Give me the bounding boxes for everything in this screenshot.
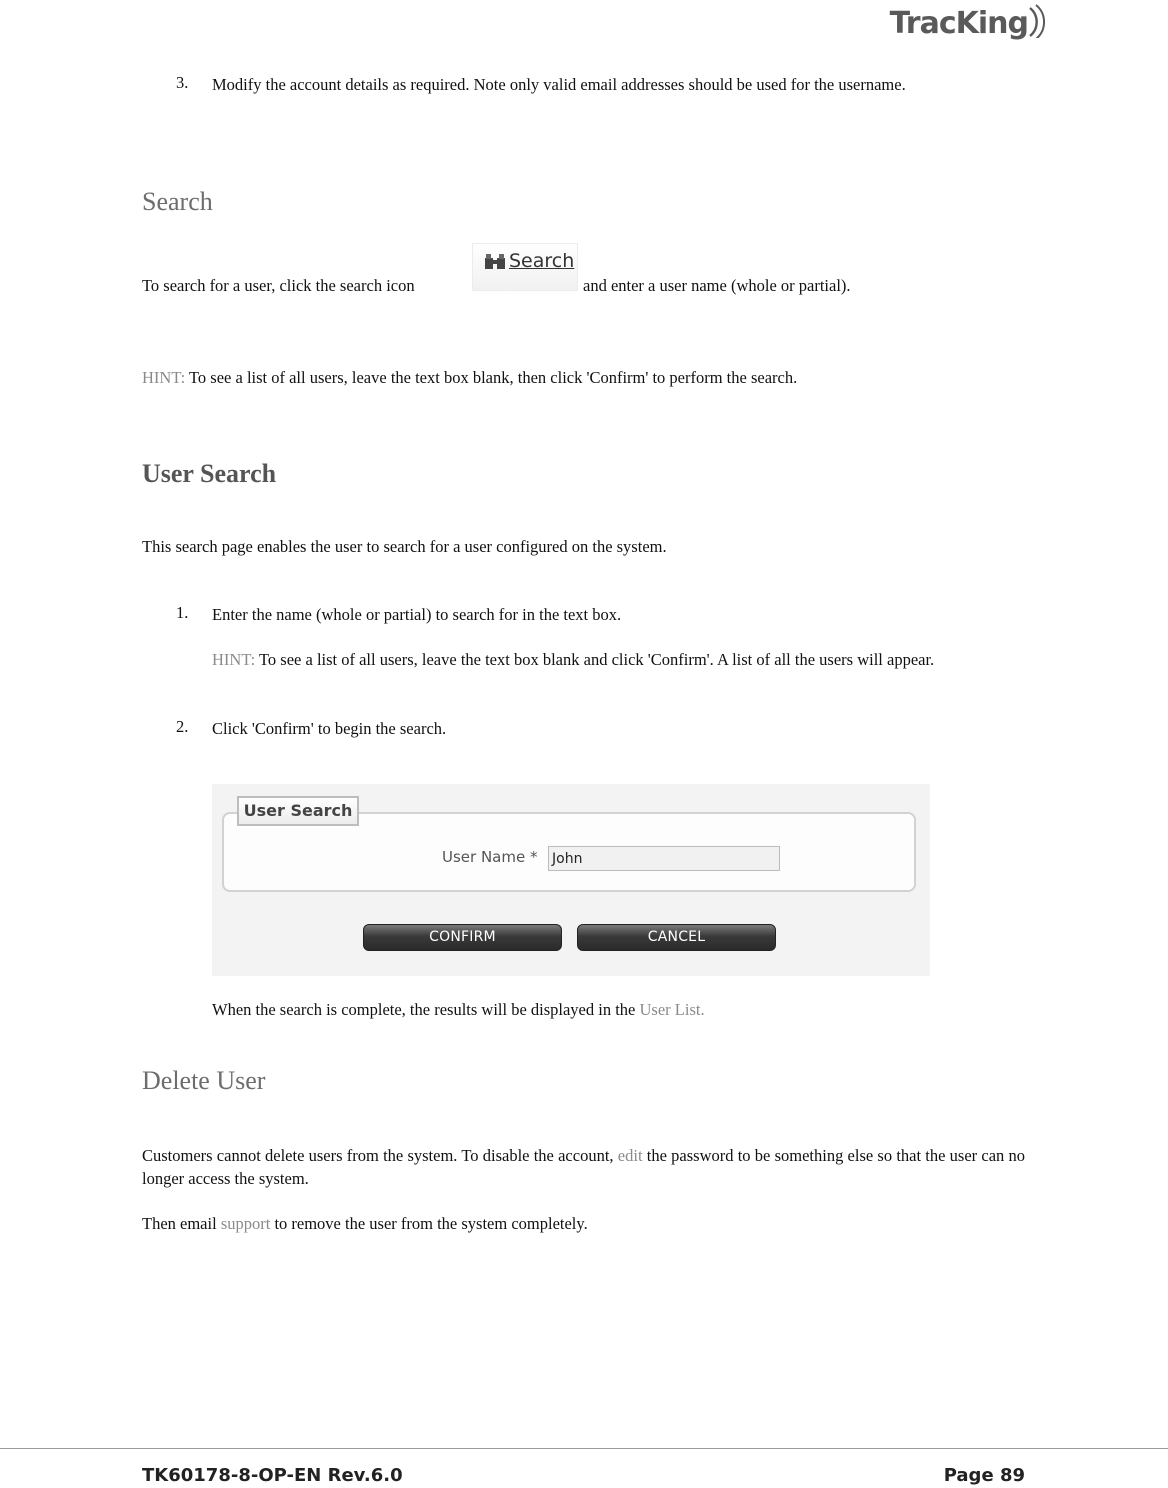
fieldset-legend: User Search — [237, 796, 359, 826]
cancel-button[interactable]: CANCEL — [577, 924, 776, 951]
delete-paragraph-1 — [142, 1144, 1025, 1190]
search-hint — [142, 366, 797, 389]
hint-label: HINT: — [142, 368, 186, 387]
edit-link[interactable]: edit — [617, 1146, 643, 1165]
user-search-hint — [212, 648, 1025, 671]
delete-p2-before: Then email — [142, 1214, 217, 1233]
search-icon-button[interactable] — [472, 243, 578, 291]
search-result-note — [212, 998, 705, 1021]
page-label: Page — [943, 1465, 994, 1486]
user-search-screenshot — [212, 784, 930, 976]
step-3-text: Modify the account details as required. Note only valid email addresses should be used for the username. — [212, 75, 906, 94]
user-list-link[interactable]: User List. — [639, 1000, 705, 1019]
delete-p1-after: the password to be something else so that the user can no longer access the system. — [142, 1146, 1026, 1188]
step-number: 1. — [176, 603, 189, 622]
signal-arcs-icon — [1026, 4, 1048, 38]
binoculars-icon — [484, 252, 506, 270]
delete-p2-after: to remove the user from the system completely. — [274, 1214, 588, 1233]
delete-user-heading: Delete User — [142, 1066, 266, 1095]
hint-text: To see a list of all users, leave the text box blank and click 'Confirm'. A list of all the users will appear. — [259, 650, 935, 669]
step-number: 2. — [176, 717, 189, 736]
step-1-text: Enter the name (whole or partial) to search for in the text box. — [212, 605, 622, 624]
user-name-input[interactable]: John — [548, 846, 780, 871]
user-search-heading: User Search — [142, 459, 277, 488]
support-link[interactable]: support — [220, 1214, 271, 1233]
search-text-before: To search for a user, click the search icon — [142, 276, 415, 295]
step-2-text: Click 'Confirm' to begin the search. — [212, 719, 447, 738]
step-number: 3. — [176, 73, 189, 92]
search-text-after: and enter a user name (whole or partial). — [583, 276, 851, 295]
search-icon-label: Search — [509, 250, 575, 272]
footer-divider — [0, 1448, 1168, 1449]
delete-p1-before: Customers cannot delete users from the system. To disable the account, — [142, 1146, 614, 1165]
footer-page — [944, 1465, 1025, 1486]
company-logo — [890, 6, 1028, 41]
confirm-button[interactable]: CONFIRM — [363, 924, 562, 951]
hint-label: HINT: — [212, 650, 256, 669]
delete-paragraph-2 — [142, 1212, 588, 1235]
footer-doc-id: TK60178-8-OP-EN Rev.6.0 — [142, 1465, 403, 1486]
user-search-intro: This search page enables the user to search for a user configured on the system. — [142, 537, 667, 556]
page-number: 89 — [999, 1465, 1025, 1486]
hint-text: To see a list of all users, leave the text box blank, then click 'Confirm' to perform the search. — [189, 368, 798, 387]
search-heading: Search — [142, 187, 213, 216]
logo-text: TracKing — [889, 6, 1028, 41]
result-text: When the search is complete, the results will be displayed in the — [212, 1000, 636, 1019]
user-name-label: User Name * — [442, 848, 538, 866]
